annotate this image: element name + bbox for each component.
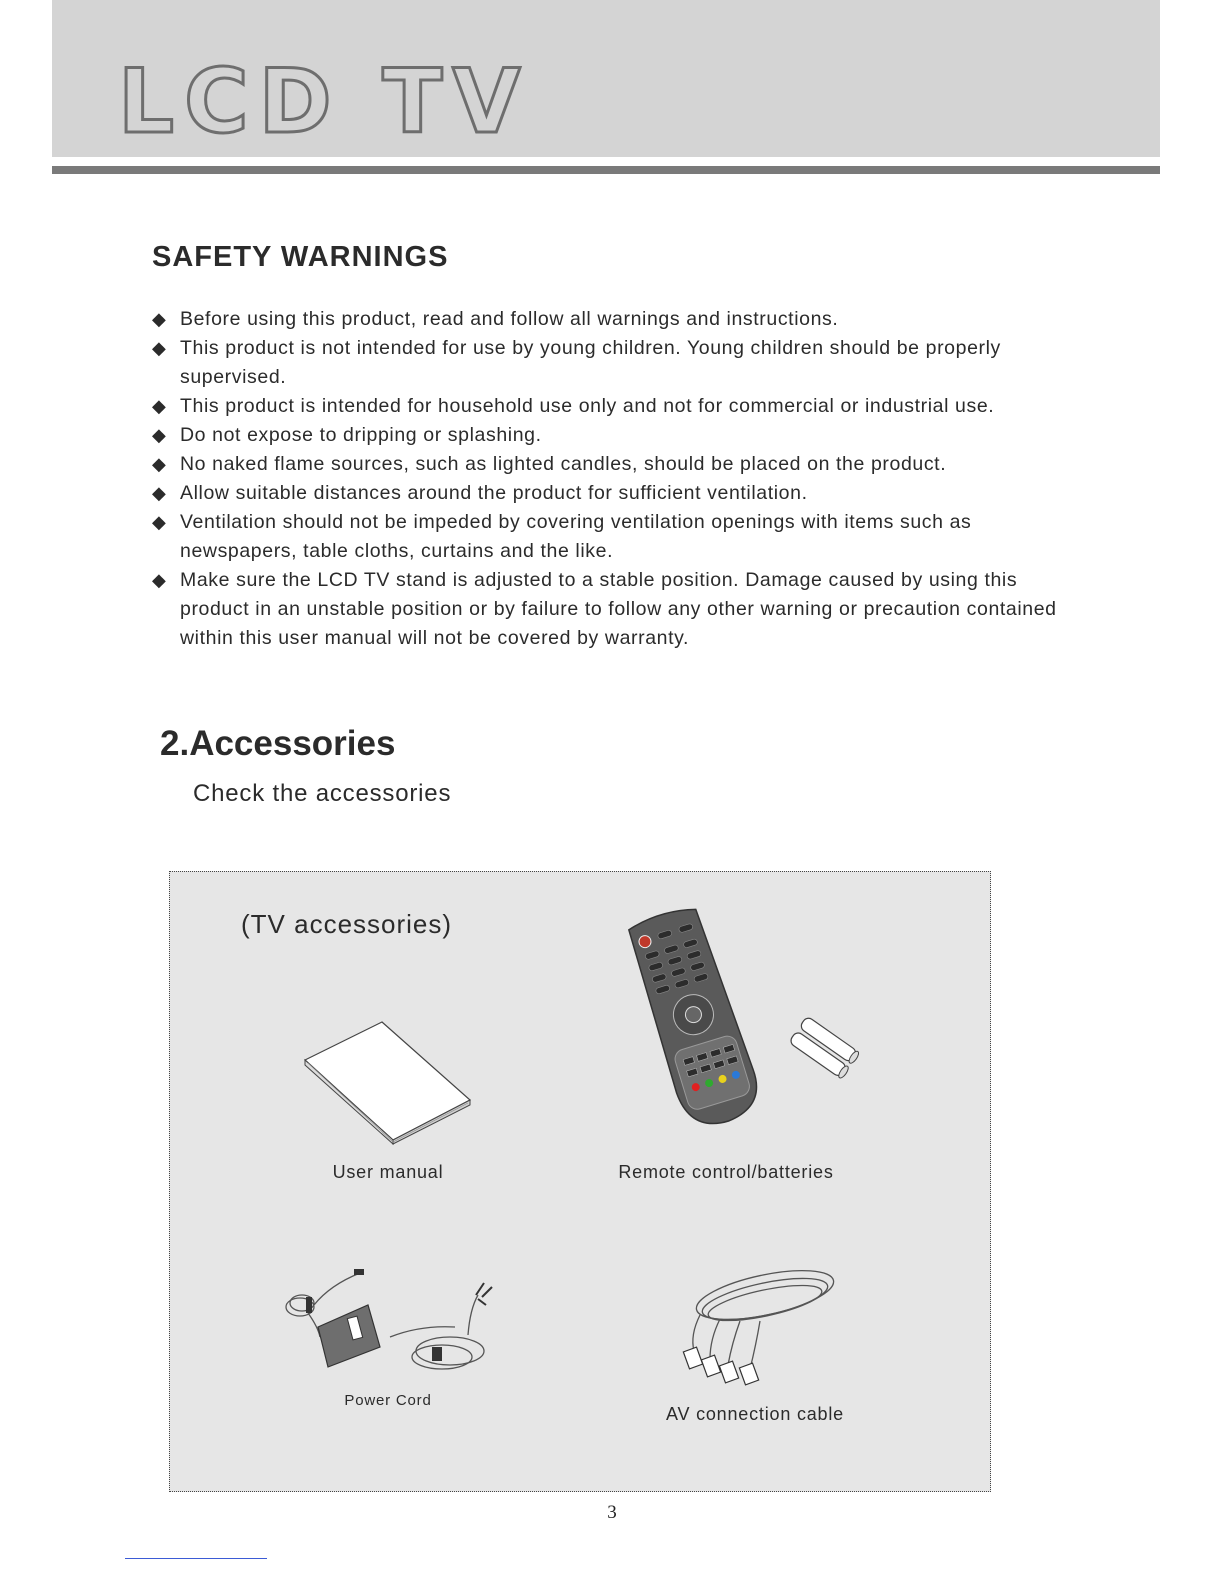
user-manual-illustration bbox=[300, 1018, 475, 1146]
accessories-title: 2.Accessories bbox=[160, 724, 396, 763]
lcd-tv-logo bbox=[118, 60, 598, 140]
safety-warnings-title: SAFETY WARNINGS bbox=[152, 241, 449, 273]
warning-item: ◆ Allow suitable distances around the product for sufficient ventilation. bbox=[152, 479, 1072, 508]
footer-line bbox=[125, 1558, 267, 1559]
diamond-bullet-icon: ◆ bbox=[152, 338, 167, 358]
tv-accessories-heading: (TV accessories) bbox=[241, 909, 453, 939]
power-cord-illustration bbox=[280, 1265, 500, 1395]
diamond-bullet-icon: ◆ bbox=[152, 483, 167, 503]
diamond-bullet-icon: ◆ bbox=[152, 570, 167, 590]
safety-warnings-list bbox=[152, 305, 1072, 653]
logo-text: LCD TV bbox=[118, 60, 531, 140]
power-cord-label: Power Cord bbox=[344, 1392, 432, 1409]
user-manual-label: User manual bbox=[332, 1162, 444, 1182]
warning-item: ◆ Before using this product, read and follow all warnings and instructions. bbox=[152, 305, 1072, 334]
accessories-subtitle: Check the accessories bbox=[193, 780, 452, 807]
batteries-illustration bbox=[784, 1018, 866, 1084]
warning-item: ◆ Do not expose to dripping or splashing. bbox=[152, 421, 1072, 450]
remote-control-illustration bbox=[618, 905, 768, 1135]
warning-item: ◆ Ventilation should not be impeded by covering ventilation openings with items such as newspapers, table cloths, curtains and the like. bbox=[152, 508, 1072, 566]
warning-item: ◆ This product is not intended for use by young children. Young children should be properly supervised. bbox=[152, 334, 1072, 392]
remote-control-label: Remote control/batteries bbox=[618, 1162, 834, 1182]
warning-item: ◆ This product is intended for household use only and not for commercial or industrial use. bbox=[152, 392, 1072, 421]
warning-item: ◆ No naked flame sources, such as lighted candles, should be placed on the product. bbox=[152, 450, 1072, 479]
diamond-bullet-icon: ◆ bbox=[152, 512, 167, 532]
diamond-bullet-icon: ◆ bbox=[152, 454, 167, 474]
diamond-bullet-icon: ◆ bbox=[152, 309, 167, 329]
header-rule bbox=[52, 166, 1160, 174]
diamond-bullet-icon: ◆ bbox=[152, 425, 167, 445]
av-cable-illustration bbox=[670, 1255, 840, 1395]
av-cable-label: AV connection cable bbox=[666, 1404, 844, 1424]
warning-item: ◆ Make sure the LCD TV stand is adjusted to a stable position. Damage caused by using this product in an unstable position or by failure to follow any other warning or precaution contained within this user manual will not be covered by warranty. bbox=[152, 566, 1072, 653]
page-number: 3 bbox=[607, 1502, 617, 1523]
diamond-bullet-icon: ◆ bbox=[152, 396, 167, 416]
accessories-box bbox=[169, 871, 991, 1492]
